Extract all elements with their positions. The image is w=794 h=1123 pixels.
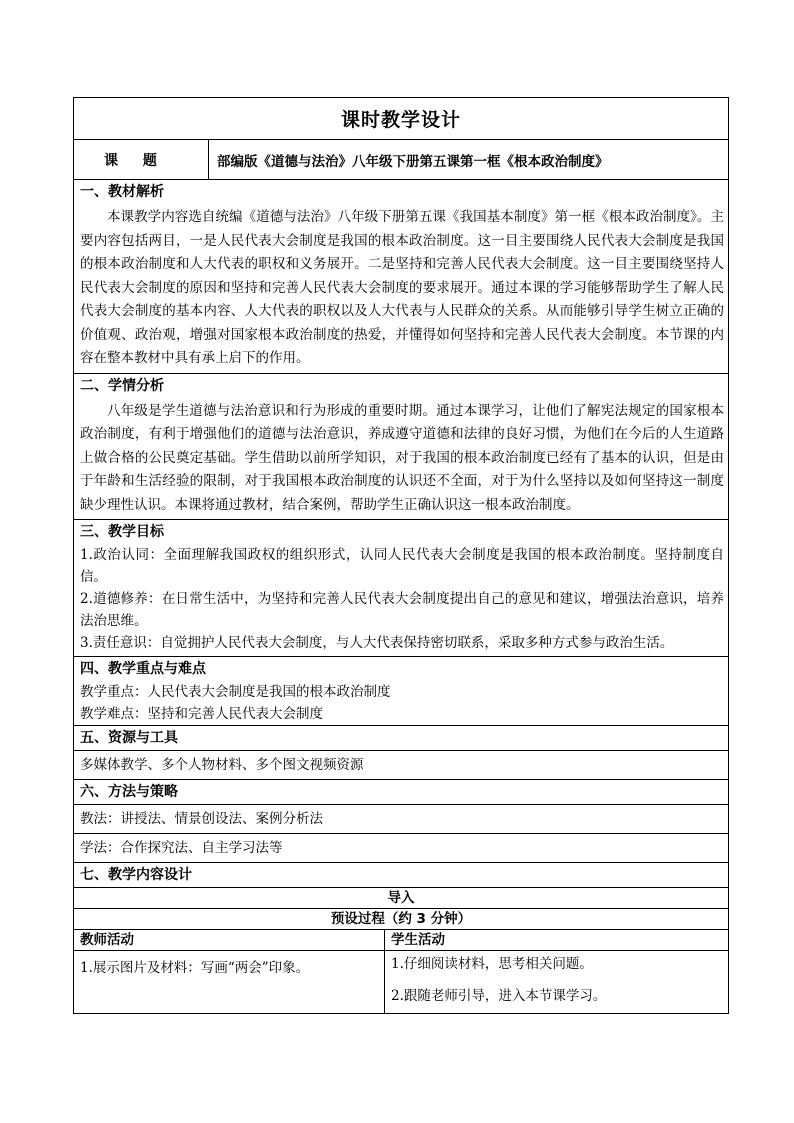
section-student-analysis [74,374,728,521]
topic-label: 课 题 [74,140,209,179]
section-heading: 七、教学内容设计 [80,867,192,883]
section-textbook-analysis [74,180,728,374]
teacher-activity-cell [74,951,385,1013]
section-methods-learn-row [74,834,728,863]
section-heading: 三、教学目标 [80,524,164,540]
section-heading: 四、教学重点与难点 [80,661,206,677]
section-methods-heading-row [74,780,728,805]
lesson-design-table [73,97,729,1014]
objective-item: 1.政治认同：全面理解我国政权的组织形式，认同人民代表大会制度是我国的根本政治制度。坚持制度自信。 [80,547,724,585]
learning-method: 学法：合作探究法、自主学习法等 [80,840,283,856]
topic-value: 部编版《道德与法治》八年级下册第五课第一框《根本政治制度》 [217,153,609,170]
section-resources-body-row [74,751,728,780]
activity-header-row [74,930,728,951]
teaching-method: 教法：讲授法、情景创设法、案例分析法 [80,811,323,827]
student-activity-cell [385,951,728,1013]
section-objectives [74,520,728,657]
section-heading: 五、资源与工具 [80,730,178,746]
teacher-activity-header: 教师活动 [74,930,385,950]
page-title: 课时教学设计 [340,109,461,131]
section-heading: 二、学情分析 [80,377,164,394]
section-body: 八年级是学生道德与法治意识和行为形成的重要时期。通过本课学习，让他们了解宪法规定的国家根本政治制度，有利于增强他们的道德与法治意识，养成遵守道德和法律的良好习惯，为他们在今后的人生道路上做合格的公民奠定基础。学生借助以前所学知识，对于我国的根本政治制度已经有了基本的认识，但是由于年龄和生活经验的限制，对于我国根本政治制度的认识还不全面，对于为什么坚持以及如何坚持这一制度缺少理性认识。本课将通过教材，结合案例，帮助学生正确认识这一根本政治制度。 [80,402,724,513]
student-activity-header: 学生活动 [391,932,445,948]
process-label: 预设过程（约 3 分钟） [330,911,472,927]
topic-row [74,140,728,180]
section-body: 本课教学内容选自统编《道德与法治》八年级下册第五课《我国基本制度》第一框《根本政治制度》。主要内容包括两目，一是人民代表大会制度是我国的根本政治制度。这一目主要围绕人民代表大会制度是我国的根本政治制度和人大代表的职权和义务展开。二是坚持和完善人民代表大会制度。这一目主要围绕坚持人民代表大会制度的原因和坚持和完善人民代表大会制度的要求展开。通过本课的学习能够帮助学生了解人民代表大会制度的基本内容、人大代表的职权以及人大代表与人民群众的关系。从而能够引导学生树立正确的价值观、政治观，增强对国家根本政治制度的热爱，并懂得如何坚持和完善人民代表大会制度。本节课的内容在整本教材中具有承上启下的作用。 [80,209,724,366]
student-activity-item: 2.跟随老师引导，进入本节课学习。 [391,988,607,1004]
student-activity-item: 1.仔细阅读材料，思考相关问题。 [391,956,593,972]
title-row [74,98,728,140]
section-resources-heading-row [74,726,728,751]
objective-item: 3.责任意识：自觉拥护人民代表大会制度，与人大代表保持密切联系，采取多种方式参与政治生活。 [80,635,674,651]
section-content-heading-row [74,863,728,888]
teacher-activity-item: 1.展示图片及材料：写画“两会”印象。 [80,960,310,976]
stage-row [74,888,728,909]
activity-row [74,951,728,1013]
resources-text: 多媒体教学、多个人物材料、多个图文视频资源 [80,757,364,773]
key-point: 教学重点：人民代表大会制度是我国的根本政治制度 [80,684,391,700]
stage-label: 导入 [387,890,415,906]
objective-item: 2.道德修养：在日常生活中，为坚持和完善人民代表大会制度提出自己的意见和建议，增强法治意识，培养法治思维。 [80,591,724,629]
difficulty-point: 教学难点：坚持和完善人民代表大会制度 [80,706,323,722]
section-key-points [74,657,728,726]
section-heading: 一、教材解析 [80,184,164,200]
section-heading: 六、方法与策略 [80,784,178,800]
process-row [74,909,728,930]
section-methods-teach-row [74,805,728,834]
